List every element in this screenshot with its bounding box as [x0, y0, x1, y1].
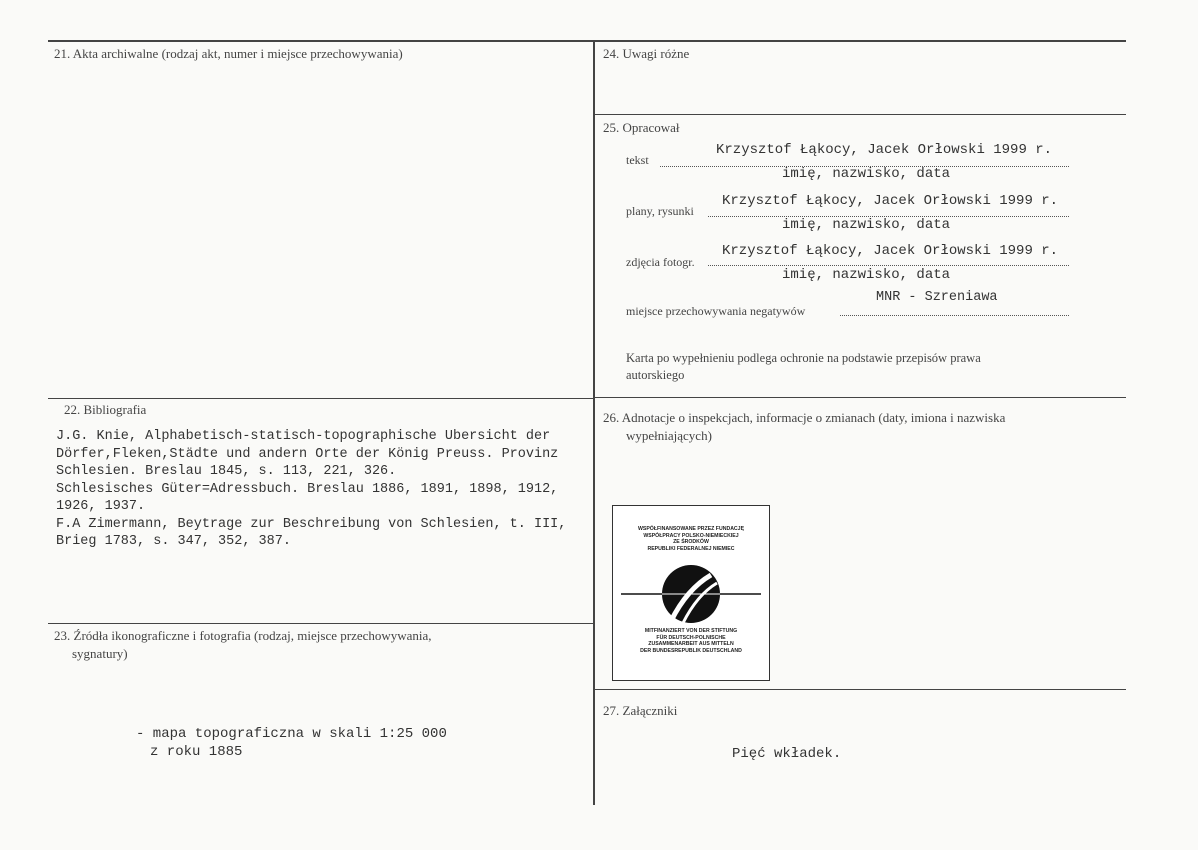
section-22-title: 22. Bibliografia — [64, 402, 147, 417]
stamp-text-line: MITFINANZIERT VON DER STIFTUNG — [644, 628, 738, 634]
bibliography-line: Brieg 1783, s. 347, 352, 387. — [56, 534, 291, 549]
bibliography-line: Dörfer,Fleken,Städte und andern Orte der König Preuss. Provinz — [56, 446, 559, 462]
field-caption-tekst: imię, nazwisko, data — [782, 166, 951, 182]
divider-27 — [594, 689, 1126, 690]
section-21-title: 21. Akta archiwalne (rodzaj akt, numer i miejsce przechowywania) — [54, 46, 403, 61]
divider-22 — [48, 398, 594, 399]
stamp-text-line: REPUBLIKI FEDERALNEJ NIEMIEC — [647, 545, 735, 552]
section-24-title: 24. Uwagi różne — [603, 46, 690, 61]
bibliography-line: J.G. Knie, Alphabetisch-statisch-topographische Ubersicht der — [56, 429, 551, 444]
iconography-item-year: z roku 1885 — [150, 744, 243, 760]
section-26-title-cont: wypełniających) — [626, 428, 712, 443]
field-value-negatywy: MNR - Szreniawa — [876, 290, 998, 305]
field-caption-plany: imię, nazwisko, data — [782, 217, 951, 233]
field-label-plany: plany, rysunki — [626, 204, 694, 218]
top-border — [48, 40, 1126, 42]
section-23-title-cont: sygnatury) — [72, 646, 128, 661]
stamp-text-line: ZUSAMMENARBEIT AUS MITTELN — [648, 641, 734, 647]
bibliography-list — [56, 428, 586, 551]
copyright-note-line: autorskiego — [626, 368, 685, 382]
attachments-value: Pięć wkładek. — [732, 746, 842, 762]
field-value-zdjecia: Krzysztof Łąkocy, Jacek Orłowski 1999 r. — [722, 243, 1059, 259]
stamp-text-line: FÜR DEUTSCH-POLNISCHE — [656, 634, 726, 641]
foundation-stamp — [612, 505, 770, 681]
stamp-text-line: WSPÓŁFINANSOWANE PRZEZ FUNDACJĘ — [637, 526, 745, 532]
stamp-text-line: ZE ŚRODKÓW — [673, 539, 709, 545]
bibliography-line: Schlesisches Güter=Adressbuch. Breslau 1886, 1891, 1898, 1912, — [56, 481, 559, 497]
bibliography-line: Schlesien. Breslau 1845, s. 113, 221, 326. — [56, 464, 397, 479]
bibliography-line: 1926, 1937. — [56, 499, 146, 514]
section-26-title: 26. Adnotacje o inspekcjach, informacje o zmianach (daty, imiona i nazwiska — [603, 410, 1006, 425]
section-23-title: 23. Źródła ikonograficzne i fotografia (rodzaj, miejsce przechowywania, — [54, 628, 432, 643]
divider-23 — [48, 623, 594, 624]
section-27-title: 27. Załączniki — [603, 703, 678, 718]
foundation-logo-icon — [613, 561, 769, 627]
copyright-note-line: Karta po wypełnieniu podlega ochronie na podstawie przepisów prawa — [626, 351, 981, 365]
stamp-text-line: DER BUNDESREPUBLIK DEUTSCHLAND — [640, 647, 742, 654]
divider-25 — [594, 114, 1126, 115]
middle-divider — [593, 40, 595, 805]
field-caption-zdjecia: imię, nazwisko, data — [782, 267, 951, 283]
field-value-plany: Krzysztof Łąkocy, Jacek Orłowski 1999 r. — [722, 193, 1059, 209]
iconography-item: - mapa topograficzna w skali 1:25 000 — [136, 726, 447, 742]
copyright-note — [626, 350, 1066, 384]
field-label-tekst: tekst — [626, 153, 649, 167]
stamp-text-line: WSPÓŁPRACY POLSKO-NIEMIECKIEJ — [643, 532, 739, 539]
field-line-zdjecia — [708, 265, 1069, 266]
field-label-negatywy: miejsce przechowywania negatywów — [626, 304, 806, 318]
section-25-title: 25. Opracował — [603, 120, 680, 135]
field-line-negatywy — [840, 315, 1069, 316]
field-value-tekst: Krzysztof Łąkocy, Jacek Orłowski 1999 r. — [716, 142, 1053, 158]
divider-26 — [594, 397, 1126, 398]
bibliography-line: F.A Zimermann, Beytrage zur Beschreibung von Schlesien, t. III, — [56, 516, 567, 532]
stamp-bottom-text — [617, 628, 765, 654]
stamp-top-text — [617, 526, 765, 552]
field-label-zdjecia: zdjęcia fotogr. — [626, 255, 695, 269]
